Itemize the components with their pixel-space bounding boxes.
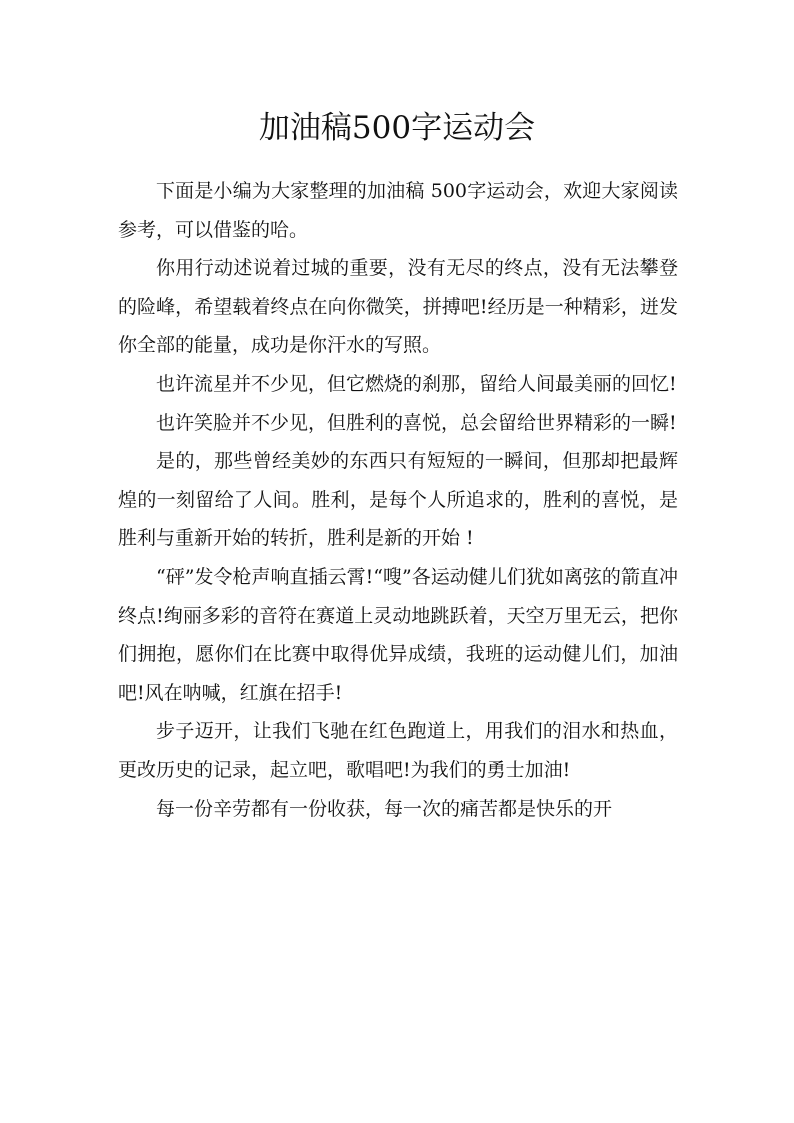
paragraph: 也许流星并不少见，但它燃烧的刹那，留给人间最美丽的回忆! (156, 372, 677, 395)
document-title: 加油稿500字运动会 (258, 110, 536, 146)
paragraph-truncated: 每一份辛劳都有一份收获，每一次的痛苦都是快乐的开 (156, 797, 613, 820)
document-body (118, 172, 678, 828)
paragraph: 也许笑脸并不少见，但胜利的喜悦，总会留给世界精彩的一瞬! (156, 411, 677, 434)
paragraph: “砰”发令枪声响直插云霄!“嗖”各运动健儿们犹如离弦的箭直冲终点!绚丽多彩的音符在赛道上灵动地跳跃着，天空万里无云，把你们拥抱，愿你们在比赛中取得优异成绩，我班的运动健儿们，加油吧!风在呐喊，红旗在招手! (118, 565, 678, 704)
paragraph: 步子迈开，让我们飞驰在红色跑道上，用我们的泪水和热血，更改历史的记录，起立吧，歌唱吧!为我们的勇士加油! (118, 720, 678, 781)
paragraph: 是的，那些曾经美妙的东西只有短短的一瞬间，但那却把最辉煌的一刻留给了人间。胜利，是每个人所追求的，胜利的喜悦，是胜利与重新开始的转折，胜利是新的开始 ! (118, 450, 678, 550)
paragraph: 你用行动述说着过城的重要，没有无尽的终点，没有无法攀登的险峰，希望载着终点在向你微笑，拼搏吧!经历是一种精彩，迸发你全部的能量，成功是你汗水的写照。 (118, 257, 678, 357)
paragraph-intro: 下面是小编为大家整理的加油稿 500字运动会，欢迎大家阅读参考，可以借鉴的哈。 (118, 180, 678, 241)
